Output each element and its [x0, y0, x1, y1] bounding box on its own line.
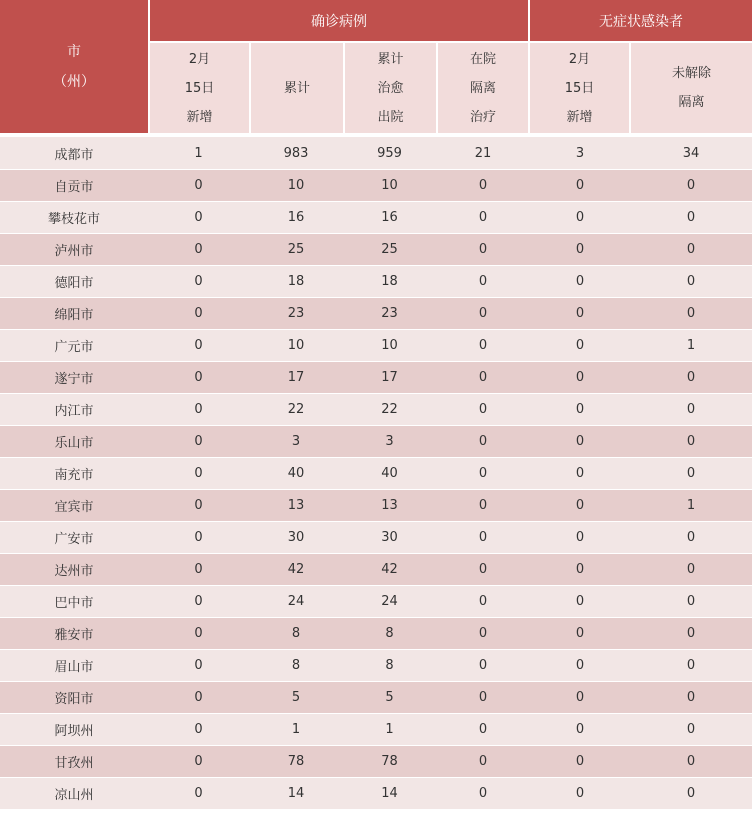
table-row	[0, 169, 752, 201]
cell-under-observation: 0	[686, 722, 696, 737]
col-header-line: 累计	[377, 51, 404, 67]
city-cell: 内江市	[54, 404, 94, 419]
cell-asymptomatic-new: 0	[575, 274, 585, 289]
cell-confirmed-total: 3	[291, 434, 301, 449]
col-header-cured-total	[345, 43, 436, 133]
cell-cured-total: 23	[381, 306, 398, 321]
city-cell: 巴中市	[54, 596, 94, 611]
cell-under-observation: 0	[686, 178, 696, 193]
cell-hospitalized: 0	[478, 530, 488, 545]
cell-hospitalized: 0	[478, 402, 488, 417]
cell-confirmed-total: 25	[287, 242, 305, 257]
cell-confirmed-new: 0	[194, 210, 203, 225]
col-header-line: 2月	[188, 51, 211, 67]
cell-hospitalized: 0	[478, 434, 488, 449]
cell-under-observation: 0	[686, 626, 696, 641]
cell-hospitalized: 0	[478, 306, 488, 321]
cell-confirmed-total: 16	[287, 210, 305, 225]
cell-confirmed-total: 24	[287, 594, 305, 609]
cell-confirmed-total: 1	[291, 722, 301, 737]
cell-asymptomatic-new: 0	[575, 722, 585, 737]
city-cell: 成都市	[54, 147, 94, 163]
cell-asymptomatic-new: 0	[575, 370, 585, 385]
cell-confirmed-new: 0	[194, 530, 203, 545]
col-header-line: 治疗	[469, 109, 496, 125]
cell-confirmed-new: 1	[194, 145, 203, 161]
cell-confirmed-new: 0	[194, 466, 203, 481]
cell-cured-total: 8	[385, 658, 394, 673]
cell-cured-total: 14	[381, 786, 398, 801]
cell-confirmed-new: 0	[194, 690, 203, 705]
cell-cured-total: 16	[381, 210, 398, 225]
city-header-sublabel: （州）	[53, 73, 95, 90]
col-header-asymptomatic-new	[530, 43, 629, 133]
city-cell: 雅安市	[54, 628, 94, 643]
cell-confirmed-new: 0	[194, 594, 203, 609]
cell-hospitalized: 0	[478, 466, 488, 481]
col-header-hospitalized	[438, 43, 528, 133]
cell-under-observation: 0	[686, 754, 696, 769]
table-row	[0, 681, 752, 713]
city-cell: 遂宁市	[54, 372, 94, 387]
city-cell: 攀枝花市	[47, 212, 100, 227]
city-cell: 甘孜州	[54, 756, 94, 771]
cell-cured-total: 1	[385, 722, 394, 737]
cell-confirmed-total: 78	[287, 754, 305, 769]
cell-confirmed-new: 0	[194, 274, 203, 289]
cell-asymptomatic-new: 0	[575, 754, 585, 769]
table-row	[0, 713, 752, 745]
table-row	[0, 489, 752, 521]
cell-hospitalized: 0	[478, 274, 488, 289]
cell-confirmed-total: 23	[287, 306, 305, 321]
city-cell: 乐山市	[54, 436, 94, 451]
cell-asymptomatic-new: 0	[575, 594, 585, 609]
cell-cured-total: 30	[381, 530, 398, 545]
cell-hospitalized: 0	[478, 658, 488, 673]
cell-confirmed-new: 0	[194, 562, 203, 577]
table-row	[0, 133, 752, 169]
city-cell: 眉山市	[54, 660, 94, 675]
table-row	[0, 393, 752, 425]
table-row	[0, 777, 752, 809]
col-header-line: 新增	[186, 109, 213, 125]
table-row	[0, 297, 752, 329]
cell-asymptomatic-new: 0	[575, 530, 585, 545]
cell-confirmed-new: 0	[194, 434, 203, 449]
city-cell: 达州市	[54, 564, 94, 579]
col-header-line: 治愈	[377, 80, 404, 96]
col-header-line: 隔离	[678, 95, 705, 110]
cell-confirmed-new: 0	[194, 306, 203, 321]
cell-confirmed-total: 18	[287, 274, 305, 289]
cell-cured-total: 5	[385, 690, 394, 705]
cell-hospitalized: 0	[478, 690, 488, 705]
confirmed-group-header	[150, 0, 528, 41]
cell-confirmed-new: 0	[194, 498, 203, 513]
cell-confirmed-total: 8	[291, 626, 301, 641]
cell-hospitalized: 0	[478, 210, 488, 225]
asymptomatic-group-header	[530, 0, 752, 41]
col-header-line: 出院	[377, 109, 404, 125]
table-row	[0, 265, 752, 297]
table-row	[0, 329, 752, 361]
cell-cured-total: 17	[381, 370, 398, 385]
city-cell: 广安市	[54, 532, 94, 547]
cell-cured-total: 18	[381, 274, 398, 289]
cell-confirmed-new: 0	[194, 722, 203, 737]
cell-confirmed-new: 0	[194, 178, 203, 193]
cell-asymptomatic-new: 0	[575, 242, 585, 257]
cell-under-observation: 0	[686, 562, 696, 577]
col-header-line: 15日	[184, 80, 215, 96]
table-row	[0, 617, 752, 649]
city-cell: 广元市	[54, 340, 94, 355]
cell-hospitalized: 0	[478, 594, 488, 609]
cell-asymptomatic-new: 0	[575, 210, 585, 225]
col-header-line: 未解除	[671, 66, 711, 81]
city-column-header	[0, 0, 148, 133]
cell-asymptomatic-new: 0	[575, 466, 585, 481]
city-cell: 自贡市	[54, 180, 94, 195]
table-row	[0, 233, 752, 265]
cell-under-observation: 0	[686, 274, 696, 289]
table-row	[0, 425, 752, 457]
cell-cured-total: 10	[381, 338, 398, 353]
table-row	[0, 457, 752, 489]
col-header-confirmed-new	[150, 43, 249, 133]
cell-under-observation: 0	[686, 434, 696, 449]
table-row	[0, 649, 752, 681]
cell-under-observation: 0	[686, 402, 696, 417]
cell-hospitalized: 0	[478, 338, 488, 353]
cell-asymptomatic-new: 3	[575, 145, 585, 161]
cell-cured-total: 42	[381, 562, 398, 577]
cell-confirmed-total: 14	[287, 786, 305, 801]
cell-under-observation: 0	[686, 690, 696, 705]
confirmed-group-label: 确诊病例	[311, 13, 367, 30]
cell-under-observation: 0	[686, 786, 696, 801]
col-header-line: 在院	[469, 51, 496, 67]
cell-hospitalized: 0	[478, 242, 488, 257]
cell-cured-total: 13	[381, 498, 398, 513]
cell-confirmed-total: 10	[287, 338, 305, 353]
cell-cured-total: 22	[381, 402, 398, 417]
table-row	[0, 553, 752, 585]
cell-asymptomatic-new: 0	[575, 658, 585, 673]
cell-confirmed-new: 0	[194, 402, 203, 417]
cell-cured-total: 25	[381, 242, 398, 257]
cell-confirmed-total: 983	[283, 145, 309, 161]
cell-asymptomatic-new: 0	[575, 306, 585, 321]
cell-hospitalized: 0	[478, 722, 488, 737]
cell-confirmed-new: 0	[194, 754, 203, 769]
cell-hospitalized: 0	[478, 498, 488, 513]
table-row	[0, 745, 752, 777]
cell-confirmed-total: 40	[287, 466, 305, 481]
asymptomatic-group-label: 无症状感染者	[599, 13, 683, 30]
city-cell: 泸州市	[54, 244, 94, 259]
cell-under-observation: 1	[686, 498, 696, 513]
col-header-line: 新增	[566, 109, 593, 125]
col-header-line: 累计	[283, 80, 310, 96]
cell-cured-total: 24	[381, 594, 398, 609]
cell-asymptomatic-new: 0	[575, 434, 585, 449]
cell-hospitalized: 0	[478, 754, 488, 769]
cell-hospitalized: 0	[478, 562, 488, 577]
cell-under-observation: 0	[686, 370, 696, 385]
cell-cured-total: 40	[381, 466, 398, 481]
city-cell: 凉山州	[54, 788, 94, 803]
col-header-under-observation	[631, 43, 752, 133]
cell-confirmed-total: 22	[287, 402, 305, 417]
cell-confirmed-total: 8	[291, 658, 301, 673]
cell-under-observation: 1	[686, 338, 696, 353]
col-header-line: 隔离	[469, 80, 496, 96]
cell-asymptomatic-new: 0	[575, 786, 585, 801]
city-cell: 资阳市	[54, 692, 94, 707]
cell-under-observation: 0	[686, 242, 696, 257]
cell-hospitalized: 0	[478, 786, 488, 801]
cell-asymptomatic-new: 0	[575, 690, 585, 705]
city-cell: 阿坝州	[54, 724, 94, 739]
table-row	[0, 201, 752, 233]
cell-hospitalized: 0	[478, 178, 488, 193]
cell-confirmed-new: 0	[194, 338, 203, 353]
cell-confirmed-new: 0	[194, 786, 203, 801]
city-cell: 宜宾市	[54, 500, 94, 515]
cell-asymptomatic-new: 0	[575, 562, 585, 577]
cell-cured-total: 3	[385, 434, 394, 449]
cell-cured-total: 10	[381, 178, 398, 193]
table-row	[0, 361, 752, 393]
table-row	[0, 521, 752, 553]
cell-asymptomatic-new: 0	[575, 402, 585, 417]
city-cell: 南充市	[54, 468, 94, 483]
cell-hospitalized: 0	[478, 370, 488, 385]
col-header-confirmed-total	[251, 43, 343, 133]
city-cell: 德阳市	[54, 276, 94, 291]
cell-asymptomatic-new: 0	[575, 338, 585, 353]
cell-asymptomatic-new: 0	[575, 626, 585, 641]
cell-asymptomatic-new: 0	[575, 178, 585, 193]
cell-confirmed-total: 10	[287, 178, 305, 193]
cell-confirmed-new: 0	[194, 626, 203, 641]
cell-confirmed-new: 0	[194, 370, 203, 385]
cell-confirmed-new: 0	[194, 658, 203, 673]
cell-under-observation: 0	[686, 306, 696, 321]
cell-confirmed-total: 30	[287, 530, 305, 545]
cell-asymptomatic-new: 0	[575, 498, 585, 513]
cell-confirmed-total: 13	[287, 498, 305, 513]
cell-confirmed-new: 0	[194, 242, 203, 257]
cell-cured-total: 959	[377, 145, 402, 161]
col-header-line: 15日	[564, 80, 595, 96]
cell-under-observation: 0	[686, 530, 696, 545]
col-header-line: 2月	[568, 51, 591, 67]
cell-cured-total: 78	[381, 754, 398, 769]
table-body	[0, 133, 752, 809]
cell-under-observation: 0	[686, 466, 696, 481]
city-cell: 绵阳市	[54, 308, 94, 323]
cell-under-observation: 0	[686, 210, 696, 225]
table-header	[0, 0, 752, 133]
cell-hospitalized: 21	[474, 145, 492, 161]
cell-hospitalized: 0	[478, 626, 488, 641]
cell-cured-total: 8	[385, 626, 394, 641]
cell-under-observation: 0	[686, 594, 696, 609]
city-header-label: 市	[67, 43, 81, 60]
cell-under-observation: 34	[682, 145, 700, 161]
cell-under-observation: 0	[686, 658, 696, 673]
cell-confirmed-total: 5	[291, 690, 301, 705]
cell-confirmed-total: 42	[287, 562, 305, 577]
table-row	[0, 585, 752, 617]
cell-confirmed-total: 17	[287, 370, 305, 385]
